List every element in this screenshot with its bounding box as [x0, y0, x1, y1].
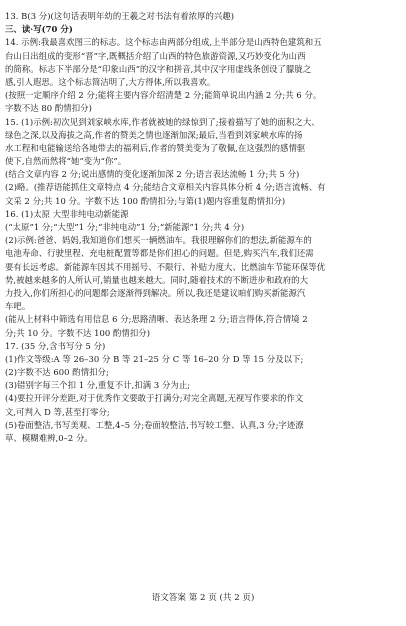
q16-1-answer: 16. (1)太原 大型非纯电动新能源: [5, 208, 129, 219]
q16-2-text-line-2: 电池寿命、行驶里程、充电桩配置等都是你们担心的问题。但是,购买汽车,我们还需: [5, 248, 314, 259]
q16-2-text-line-6: 车吧。: [5, 301, 31, 312]
q14-text-line-2: 台山日出组成的变形“晋”字,既概括介绍了山西的特色旅游资源,又巧妙变化为山西: [5, 50, 306, 61]
q13-answer: 13. B(3 分)(这句话表明年幼的王羲之对书法有着浓厚的兴趣): [5, 11, 235, 21]
q16-2-text-line-3: 要有长远考虑。新能源车因其不用摇号、不限行、补贴力度大、比燃油车节能环保等优: [5, 261, 326, 272]
q14-scoring-line-1: (按照一定顺序介绍 2 分;能将主要内容介绍清楚 2 分;能简单说出内涵 2 分;共 6 分。: [5, 90, 322, 101]
q17-header: 17. (35 分,含书写分 5 分): [5, 340, 106, 351]
q14-text-line-3: 的简称。标志下半部分是“印象山西”的汉字和拼音,其中汉字用虚线条创设了朦胧之: [5, 63, 312, 74]
q16-1-scoring: (“太原”1 分;“大型”1 分;“非纯电动”1 分;“新能源”1 分;共 4 分): [5, 222, 245, 232]
answer-key-page: [5, 10, 401, 445]
q17-criterion-3: (3)错别字每三个扣 1 分,重复不计,扣满 3 分为止;: [5, 380, 191, 391]
q15-1-text-line-2: 绿色之深,以及海拔之高,作者的赞美之情也逐渐加深;最后,当看到刘家峡水库的扬: [5, 129, 303, 140]
q15-1-text-line-3: 水工程和电能输送给各地带去的福利后,作者的赞美变为了敬佩,在这强烈的感情驱: [5, 142, 306, 153]
q15-1-text-line-4: 使下,自然而然将“她”变为“你”。: [5, 156, 127, 167]
q16-2-text-line-5: 力投入,你们所担心的问题都会逐渐得到解决。所以,我还是建议咱们购买新能源汽: [5, 287, 306, 298]
q15-1-scoring: (结合文章内容 2 分;说出感情的变化逐渐加深 2 分;语言表达流畅 1 分;共 5 分): [5, 169, 300, 180]
q16-2-scoring-line-1: (能从上材料中筛选有用信息 6 分;思路清晰、表达条理 2 分;语言得体,符合情境 2: [5, 314, 308, 325]
q17-criterion-4-line-1: (4)要拉开评分差距,对于优秀作文要敢于打满分;对完全离题,无视写作要求的作文: [5, 393, 304, 404]
q17-criterion-5-line-2: 草、模糊难辨,0–2 分。: [5, 433, 93, 443]
q15-2-text-line-2: 文采 2 分;共 10 分。字数不达 100 酌情扣分;与第(1)题内容重复酌情扣分): [5, 195, 286, 206]
q14-scoring-line-2: 字数不达 80 酌情扣分): [5, 103, 92, 114]
q17-criterion-5-line-1: (5)卷面整洁,书写美观、工整,4–5 分;卷面较整洁,书写较工整、认真,3 分;字迹潦: [5, 419, 304, 430]
q17-criterion-2: (2)字数不达 600 酌情扣分;: [5, 367, 109, 378]
q14-text-line-1: 14. 示例:我最喜欢图三的标志。这个标志由两部分组成,上半部分是山西特色建筑和五: [5, 37, 322, 48]
q15-2-text-line-1: (2)略。(推荐语能抓住文章特点 4 分;能结合文章相关内容具体分析 4 分;语言流畅、有: [5, 182, 326, 193]
q16-2-scoring-line-2: 分;共 10 分。字数不达 100 酌情扣分): [5, 327, 151, 338]
q17-criterion-4-line-2: 文,可判入 D 等,甚至打零分;: [5, 406, 110, 417]
q17-criterion-1: (1)作文等级:A 等 26–30 分 B 等 21–25 分 C 等 16–20 分 D 等 15 分及以下;: [5, 353, 304, 364]
q16-2-text-line-1: (2)示例:爸爸、妈妈,我知道你们想买一辆燃油车。我很理解你们的想法,新能源车的: [5, 235, 312, 246]
page-footer: 语文答案 第 2 页 (共 2 页): [151, 593, 255, 603]
section-title-reading-writing: 三、读·写(70 分): [5, 24, 73, 35]
q16-2-text-line-4: 势,被越来越多的人所认可,销量也越来越大。同时,随着技术的不断进步和政府的大: [5, 274, 309, 285]
q14-text-line-4: 感,引人遐思。这个标志简洁明了,大方得体,所以我喜欢。: [5, 76, 216, 87]
q15-1-text-line-1: 15. (1)示例:初次见到刘家峡水库,作者就被她的绿惊到了;接着描写了她的面积之大、: [5, 116, 320, 127]
